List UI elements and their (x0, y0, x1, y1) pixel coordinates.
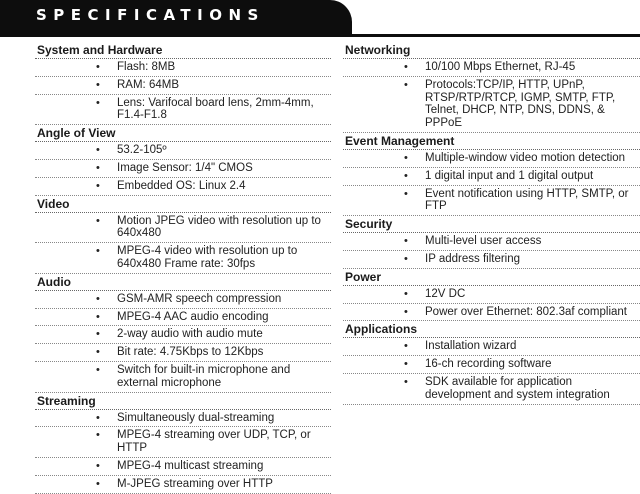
spec-item-text: RAM: 64MB (117, 78, 179, 91)
section-title: Power (343, 269, 640, 286)
spec-item-text: Flash: 8MB (117, 61, 176, 73)
section-title: Streaming (35, 393, 331, 410)
header-rule (0, 34, 640, 37)
spec-row (343, 59, 640, 77)
spec-section (35, 196, 331, 274)
spec-row (35, 95, 331, 126)
spec-item-text: Protocols:TCP/IP, HTTP, UPnP, RTSP/RTP/RTCP, IGMP, SMTP, FTP, Telnet, DHCP, NTP, DNS, DDNS, & PPPoE (425, 78, 616, 130)
spec-item-text: MPEG-4 video with resolution up to 640x480 Frame rate: 30fps (117, 245, 298, 270)
spec-row (35, 458, 331, 476)
spec-row (343, 286, 640, 304)
spec-section (343, 133, 640, 216)
spec-row (343, 150, 640, 168)
spec-list (35, 213, 331, 274)
spec-item-text: SDK available for application development and system integration (425, 375, 610, 401)
bullet-icon: • (96, 459, 100, 472)
spec-item-text: Motion JPEG video with resolution up to 640x480 (117, 214, 321, 240)
spec-list (35, 291, 331, 393)
bullet-icon: • (404, 187, 408, 200)
spec-item-text: 1 digital input and 1 digital output (425, 169, 594, 182)
spec-row (35, 326, 331, 344)
spec-item-text: Switch for built-in microphone and external microphone (117, 363, 291, 389)
spec-item-text: 12V DC (425, 287, 466, 300)
bullet-icon: • (404, 375, 408, 388)
spec-section (343, 216, 640, 269)
section-title: Video (35, 196, 331, 213)
spec-row (35, 213, 331, 244)
spec-section (35, 125, 331, 195)
spec-item-text: Multi-level user access (425, 235, 542, 248)
spec-item-text: GSM-AMR speech compression (117, 292, 282, 305)
spec-list (35, 59, 331, 125)
spec-item-text: MPEG-4 AAC audio encoding (117, 310, 269, 323)
bullet-icon: • (404, 305, 408, 318)
spec-list (343, 233, 640, 269)
section-title: Networking (343, 42, 640, 59)
spec-row (35, 77, 331, 95)
section-title: Applications (343, 321, 640, 338)
spec-list (343, 59, 640, 133)
spec-row (343, 356, 640, 374)
spec-list (35, 410, 331, 494)
spec-list (343, 150, 640, 216)
section-title: System and Hardware (35, 42, 331, 59)
bullet-icon: • (96, 144, 100, 157)
bullet-icon: • (404, 169, 408, 182)
spec-item-text: Event notification using HTTP, SMTP, or FTP (425, 187, 629, 213)
spec-item-text: IP address filtering (425, 252, 521, 265)
spec-item-text: Image Sensor: 1/4" CMOS (117, 161, 253, 174)
specifications-banner (0, 0, 352, 34)
spec-row (35, 410, 331, 428)
section-title: Angle of View (35, 125, 331, 142)
spec-row (35, 427, 331, 458)
right-spec-column (343, 42, 640, 405)
page-title: SPECIFICATIONS (36, 6, 265, 24)
spec-list (343, 286, 640, 322)
bullet-icon: • (96, 477, 100, 490)
spec-item-text: 2-way audio with audio mute (117, 328, 263, 341)
spec-item-text: 16-ch recording software (425, 358, 552, 371)
bullet-icon: • (96, 310, 100, 323)
spec-list (343, 338, 640, 404)
spec-row (343, 186, 640, 217)
spec-row (35, 476, 331, 494)
spec-row (35, 142, 331, 160)
bullet-icon: • (96, 179, 100, 192)
bullet-icon: • (96, 429, 100, 442)
spec-row (35, 243, 331, 274)
bullet-icon: • (96, 96, 100, 109)
spec-list (35, 142, 331, 195)
spec-section (35, 274, 331, 393)
spec-item-text: MPEG-4 multicast streaming (117, 459, 264, 472)
spec-item-text: Bit rate: 4.75Kbps to 12Kbps (117, 346, 264, 359)
section-title: Event Management (343, 133, 640, 150)
spec-row (343, 233, 640, 251)
bullet-icon: • (404, 287, 408, 300)
spec-row (343, 251, 640, 269)
bullet-icon: • (96, 292, 100, 305)
spec-item-text: 10/100 Mbps Ethernet, RJ-45 (425, 61, 576, 73)
bullet-icon: • (96, 161, 100, 174)
bullet-icon: • (404, 340, 408, 353)
spec-item-text: MPEG-4 streaming over UDP, TCP, or HTTP (117, 429, 311, 455)
spec-item-text: Lens: Varifocal board lens, 2mm-4mm, F1.4-F1.8 (117, 96, 314, 122)
bullet-icon: • (404, 78, 408, 91)
spec-item-text: 53.2-105º (117, 144, 167, 157)
spec-row (35, 59, 331, 77)
spec-item-text: M-JPEG streaming over HTTP (117, 477, 273, 490)
bullet-icon: • (96, 328, 100, 341)
spec-row (343, 77, 640, 133)
bullet-icon: • (96, 214, 100, 227)
spec-section (343, 321, 640, 404)
bullet-icon: • (96, 245, 100, 258)
spec-section (343, 269, 640, 322)
spec-row (35, 344, 331, 362)
spec-row (343, 374, 640, 405)
spec-item-text: Power over Ethernet: 802.3af compliant (425, 305, 628, 318)
spec-section (35, 42, 331, 125)
bullet-icon: • (96, 346, 100, 359)
spec-row (343, 304, 640, 322)
bullet-icon: • (404, 358, 408, 371)
spec-row (35, 362, 331, 393)
bullet-icon: • (96, 78, 100, 91)
spec-section (35, 393, 331, 494)
spec-row (35, 160, 331, 178)
spec-item-text: Installation wizard (425, 340, 517, 353)
bullet-icon: • (404, 235, 408, 248)
bullet-icon: • (96, 61, 100, 73)
spec-row (343, 338, 640, 356)
spec-section (343, 42, 640, 133)
bullet-icon: • (404, 151, 408, 164)
spec-item-text: Multiple-window video motion detection (425, 151, 626, 164)
spec-row (35, 178, 331, 196)
spec-item-text: Simultaneously dual-streaming (117, 411, 275, 424)
bullet-icon: • (404, 61, 408, 73)
spec-row (343, 168, 640, 186)
spec-row (35, 309, 331, 327)
left-spec-column (35, 42, 331, 494)
spec-item-text: Embedded OS: Linux 2.4 (117, 179, 246, 192)
bullet-icon: • (404, 252, 408, 265)
bullet-icon: • (96, 411, 100, 424)
section-title: Audio (35, 274, 331, 291)
section-title: Security (343, 216, 640, 233)
bullet-icon: • (96, 363, 100, 376)
spec-row (35, 291, 331, 309)
